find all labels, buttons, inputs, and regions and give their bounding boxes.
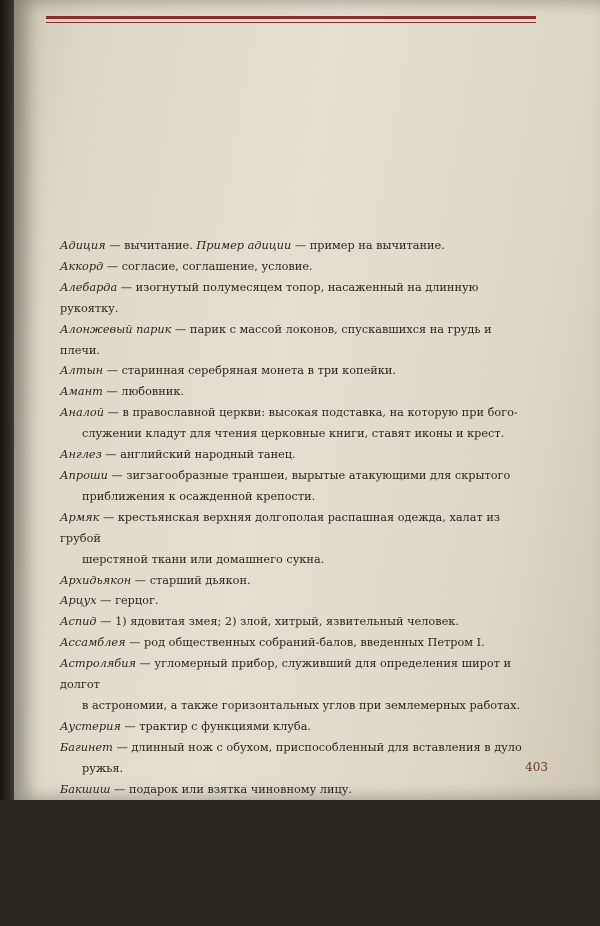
entry-definition: — парик с массой локонов, спускавшихся на грудь и плечи. <box>60 322 492 357</box>
entry-term: Ассамблея <box>60 636 126 650</box>
entry-line <box>60 738 530 759</box>
entry-continuation: камнями, составная часть царского облачения на Руси до Петра I. <box>82 866 484 880</box>
glossary-entry <box>60 445 530 466</box>
entry-term: Бакшиш <box>60 782 111 796</box>
entry-term: Бармы <box>60 845 101 859</box>
entry-definition: — согласие, соглашение, условие. <box>103 259 313 273</box>
glossary-entry <box>60 278 530 320</box>
entry-term: Амант <box>60 385 103 399</box>
glossary-entry <box>60 591 530 612</box>
entry-definition: — угломерный прибор, служивший для определения широт и долгот <box>60 657 512 692</box>
entry-definition: — крестьянская верхняя долгополая распашная одежда, халат из грубой <box>60 510 501 545</box>
entry-term: Аккорд <box>60 259 104 273</box>
entry-continuation: в астрономии, а также горизонтальных углов при землемерных работах. <box>82 698 521 712</box>
entry-extra: . <box>248 908 252 921</box>
entry-definition: — широкий лежачий воротник из парчи, унизанный драгоценными <box>100 845 513 859</box>
entry-term: Аналой <box>60 406 105 420</box>
entry-definition: — длинный нож с обухом, приспособленный для вставления в дуло <box>112 740 522 754</box>
entry-term: Адиция <box>60 239 106 252</box>
glossary-entry <box>60 612 530 633</box>
entry-continuation: ружья. <box>82 761 124 775</box>
entry-definition: — зигзагообразные траншеи, вырытые атакующими для скрытого <box>107 468 511 482</box>
entry-term: Батоги <box>60 887 106 901</box>
entry-definition: — в православной церкви: высокая подставка, на которую при бого- <box>104 406 518 420</box>
entry-definition: — трактир с функциями клуба. <box>120 719 312 733</box>
entry-term: Арцух <box>60 594 97 608</box>
entry-line <box>60 717 530 738</box>
entry-term: Багинет <box>60 740 113 754</box>
glossary-entries <box>60 236 530 926</box>
entry-line <box>60 780 530 801</box>
glossary-entry <box>60 780 530 801</box>
entry-line <box>60 361 530 382</box>
entry-term: Бердыш <box>60 908 110 921</box>
entry-definition: — щетка цилиндрической формы на длинной составной палке для <box>103 803 509 817</box>
entry-extra-term: алебарда <box>192 908 249 921</box>
entry-term: Астролябия <box>60 657 136 671</box>
glossary-entry <box>60 320 530 362</box>
entry-line <box>60 654 530 696</box>
glossary-entry <box>60 738 530 780</box>
entry-definition: — изогнутый полумесяцем топор, насаженный на длинную рукоятку. <box>60 280 479 315</box>
entry-line <box>60 633 530 654</box>
entry-continuation: чистки и смазки канала орудийного ствола. <box>82 824 348 838</box>
entry-line <box>60 508 530 550</box>
glossary-entry <box>60 403 530 445</box>
entry-line <box>60 257 530 278</box>
header-rule-thin <box>46 22 536 23</box>
glossary-entry <box>60 654 530 717</box>
entry-line <box>60 445 530 466</box>
entry-term: Аспид <box>60 615 97 629</box>
entry-line <box>60 571 530 592</box>
book-page <box>14 0 600 921</box>
entry-definition: — подарок или взятка чиновному лицу. <box>110 782 353 796</box>
entry-term: Алонжевый парик <box>60 322 172 336</box>
entry-line <box>60 612 530 633</box>
glossary-entry <box>60 257 530 278</box>
glossary-entry <box>60 800 530 842</box>
entry-continuation: шерстяной ткани или домашнего сукна. <box>82 552 325 566</box>
entry-line <box>60 591 530 612</box>
entry-term: Армяк <box>60 510 100 524</box>
entry-definition: — род общественных собраний-балов, введенных Петром I. <box>125 636 485 650</box>
page-number: 403 <box>525 760 548 774</box>
glossary-entry <box>60 466 530 508</box>
entry-line <box>60 884 530 905</box>
entry-continuation: приближения к осажденной крепости. <box>82 489 316 503</box>
entry-line <box>60 466 530 487</box>
entry-extra-term: Пример адиции <box>196 239 292 252</box>
header-rule-thick <box>46 16 536 19</box>
entry-line <box>60 278 530 320</box>
glossary-entry <box>60 884 530 905</box>
entry-definition: — герцог. <box>96 594 159 608</box>
entry-term: Алебарда <box>60 280 118 294</box>
entry-definition: — старший дьякон. <box>131 573 251 587</box>
glossary-entry <box>60 842 530 884</box>
glossary-entry <box>60 571 530 592</box>
entry-term: Аустерия <box>60 719 121 733</box>
entry-term: Алтын <box>60 364 104 378</box>
entry-extra: — пример на вычитание. <box>291 239 445 252</box>
glossary-entry <box>60 717 530 738</box>
entry-term: Архидьякон <box>60 573 132 587</box>
entry-line <box>60 236 530 257</box>
entry-definition: — старинная серебряная монета в три копейки. <box>103 364 396 378</box>
glossary-entry <box>60 382 530 403</box>
entry-definition: — то же, что <box>109 908 193 921</box>
entry-continuation: служении кладут для чтения церковные книги, ставят иконы и крест. <box>82 427 505 441</box>
entry-line <box>60 403 530 424</box>
glossary-entry <box>60 633 530 654</box>
glossary-entry <box>60 236 530 257</box>
entry-definition: — 1) ядовитая змея; 2) злой, хитрый, язвительный человек. <box>96 615 459 629</box>
glossary-entry <box>60 508 530 571</box>
entry-term: Банник <box>60 803 104 817</box>
entry-definition: — английский народный танец. <box>101 448 296 462</box>
entry-line <box>60 800 530 821</box>
entry-definition: — палки, которыми наказывали преступников. <box>105 887 392 901</box>
entry-definition: — вычитание. <box>105 239 197 252</box>
entry-term: Англез <box>60 448 102 462</box>
entry-line <box>60 842 530 863</box>
entry-definition: — любовник. <box>102 385 184 399</box>
glossary-entry <box>60 905 530 926</box>
glossary-entry <box>60 361 530 382</box>
entry-line <box>60 382 530 403</box>
entry-line <box>60 320 530 362</box>
entry-line <box>60 905 530 926</box>
entry-term: Апроши <box>60 468 108 482</box>
